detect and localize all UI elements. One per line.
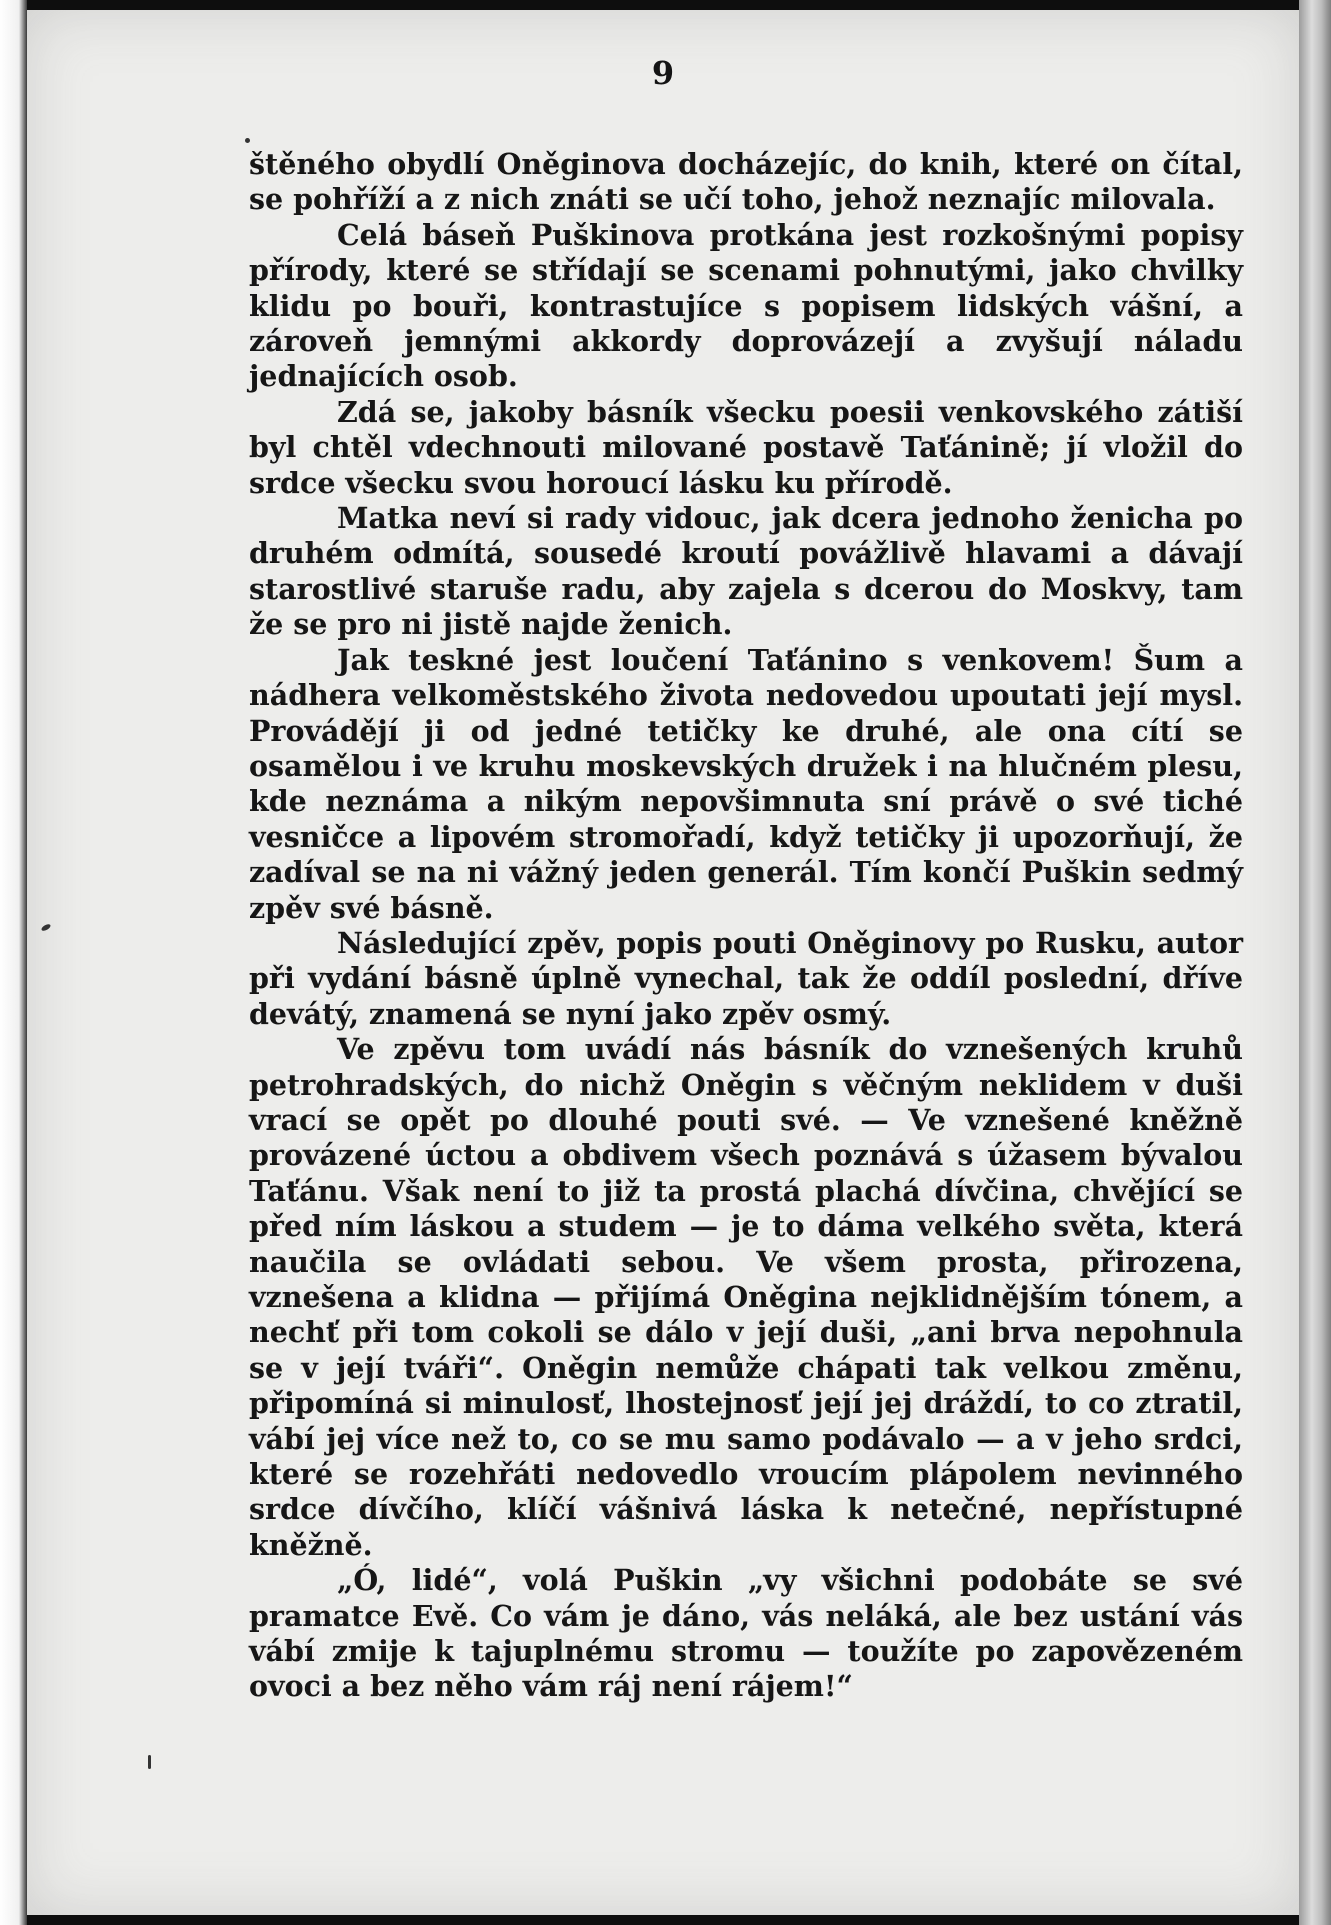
paragraph-6: Následující zpěv, popis pouti Oněginovy po Rusku, autor při vydání básně úplně vynechal, tak že oddíl poslední, dříve devátý, znamená se nyní jako zpěv osmý.	[249, 925, 1243, 1031]
book-page	[27, 10, 1299, 1915]
scan-left-edge	[0, 0, 27, 1925]
scan-right-edge	[1299, 0, 1331, 1925]
paragraph-7: Ve zpěvu tom uvádí nás básník do vznešených kruhů petrohradských, do nichž Oněgin s věčným neklidem v duši vrací se opět po dlouhé pouti své. — Ve vznešené kněžně provázené úctou a obdivem všech poznává s úžasem bývalou Taťánu. Však není to již ta prostá plachá dívčina, chvějící se před ním láskou a studem — je to dáma velkého světa, která naučila se ovládati sebou. Ve všem prosta, přirozena, vznešena a klidna — přijímá Oněgina nejklidnějším tónem, a nechť při tom cokoli se dálo v její duši, „ani brva nepohnula se v její tváři“. Oněgin nemůže chápati tak velkou změnu, připomíná si minulosť, lhostejnosť její jej dráždí, to co ztratil, vábí jej více než to, co se mu samo podávalo — a v jeho srdci, které se rozehřáti nedovedlo vroucím plápolem nevinného srdce dívčího, klíčí vášnivá láska k netečné, nepřístupné kněžně.	[249, 1032, 1243, 1562]
paragraph-3: Zdá se, jakoby básník všecku poesii venkovského zátiší byl chtěl vdechnouti milované postavě Taťánině; jí vložil do srdce všecku svou horoucí lásku ku přírodě.	[249, 394, 1243, 500]
paragraph-8: „Ó, lidé“, volá Puškin „vy všichni podobáte se své pramatce Evě. Co vám je dáno, vás neláká, ale bez ustání vás vábí zmije k tajuplnému stromu — toužíte po zapovězeném ovoci a bez něho vám ráj není rájem!“	[249, 1563, 1243, 1704]
ink-speck	[40, 923, 51, 932]
ink-speck	[148, 1755, 151, 1769]
paragraph-5: Jak teskné jest loučení Taťánino s venkovem! Šum a nádhera velkoměstského života nedovedou upoutati její mysl. Provádějí ji od jedné tetičky ke druhé, ale ona cítí se osamělou i ve kruhu moskevských družek i na hlučném plesu, kde neznáma a nikým nepovšimnuta sní právě o své tiché vesničce a lipovém stromořadí, když tetičky ji upozorňují, že zadíval se na ni vážný jeden generál. Tím končí Puškin sedmý zpěv své básně.	[249, 642, 1243, 925]
paragraph-2: Celá báseň Puškinova protkána jest rozkošnými popisy přírody, které se střídají se scenami pohnutými, jako chvilky klidu po bouři, kontrastujíce s popisem lidských vášní, a zároveň jemnými akkordy doprovázejí a zvyšují náladu jednajících osob.	[249, 217, 1243, 394]
body-text	[249, 147, 1243, 1705]
ink-speck	[245, 138, 250, 143]
paragraph-1: štěného obydlí Oněginova docházejíc, do knih, které on čítal, se pohříží a z nich znáti se učí toho, jehož neznajíc milovala.	[249, 147, 1243, 217]
paragraph-4: Matka neví si rady vidouc, jak dcera jednoho ženicha po druhém odmítá, sousedé kroutí povážlivě hlavami a dávají starostlivé staruše radu, aby zajela s dcerou do Moskvy, tam že se pro ni jistě najde ženich.	[249, 501, 1243, 642]
page-number: 9	[651, 54, 675, 92]
